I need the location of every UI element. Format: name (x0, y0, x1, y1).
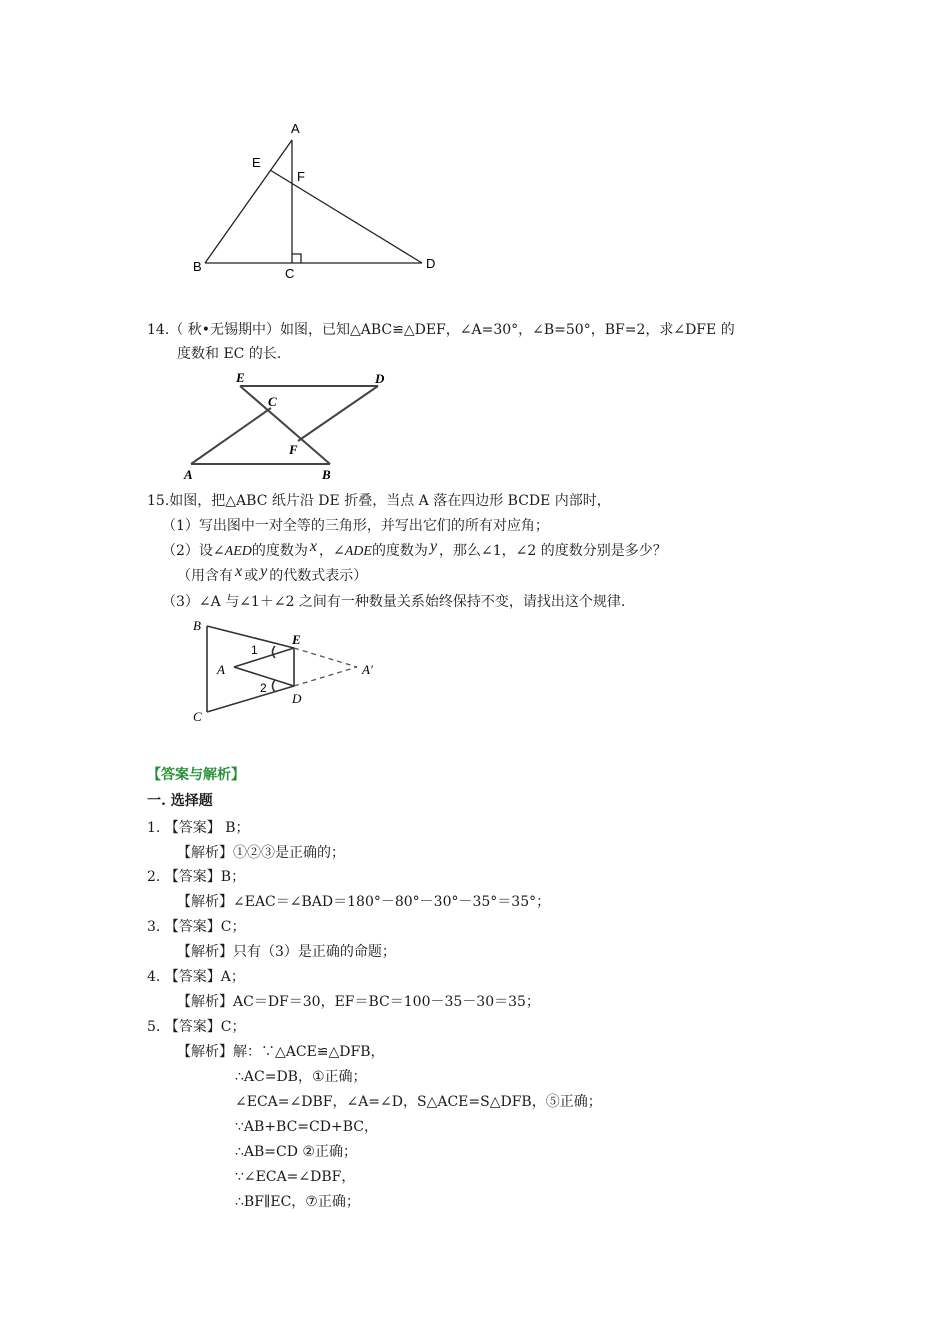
label-C: C (285, 266, 295, 281)
q15-part2-c: 的度数为 (251, 543, 308, 559)
label-D: D (292, 691, 302, 706)
label-A-prime: A′ (362, 662, 373, 677)
q15-part2-i: ，那么∠1，∠2 的度数分别是多少？ (439, 543, 667, 559)
answers-section-title: 一. 选择题 (147, 793, 213, 809)
figure-q15 (185, 615, 385, 725)
q15-part2-b: ∠AED (212, 544, 252, 559)
q15-part2-f: ADE (344, 544, 372, 559)
q15-part2-y: y (429, 538, 438, 555)
q14-line2: 度数和 EC 的长. (177, 346, 282, 362)
answer-line: 【解析】∠EAC＝∠BAD＝180°－80°－30°－35°＝35°； (177, 894, 551, 910)
label-D: D (426, 256, 436, 271)
label-A: A (217, 662, 225, 677)
answer-line: 【解析】①②③是正确的； (177, 845, 345, 861)
label-angle-2: 2 (260, 681, 267, 695)
q15-line1: 15.如图，把△ABC 纸片沿 DE 折叠，当点 A 落在四边形 BCDE 内部时， (147, 493, 611, 509)
answer-line: 3. 【答案】C； (147, 919, 246, 935)
q15-part2-g: 的度数为 (371, 543, 428, 559)
label-F: F (289, 442, 298, 457)
q14-line1: 14.（ 秋•无锡期中）如图，已知△ABC≌△DEF，∠A=30°，∠B=50°，BF=2，求∠DFE 的 (147, 322, 735, 338)
q15-note-a: （用含有 (177, 568, 233, 584)
answer-line: ∵AB+BC=CD+BC， (235, 1119, 378, 1135)
q15-part2-note (177, 563, 368, 586)
answer-line: ∴AB=CD ②正确； (235, 1144, 357, 1160)
q15-part1: （1）写出图中一对全等的三角形，并写出它们的所有对应角； (162, 518, 549, 534)
figure-q14 (180, 368, 400, 483)
figure-q13 (185, 115, 455, 285)
answer-line: 【解析】解：∵△ACE≌△DFB， (177, 1044, 385, 1060)
answers-heading: 【答案与解析】 (147, 767, 245, 783)
answer-line: 5. 【答案】C； (147, 1019, 246, 1035)
label-angle-1: 1 (251, 643, 258, 657)
answer-line: 4. 【答案】A； (147, 969, 245, 985)
q15-note-y: y (260, 563, 268, 580)
answer-line: ∵∠ECA=∠DBF， (235, 1169, 356, 1185)
answer-line: ∴BF∥EC，⑦正确； (235, 1194, 360, 1210)
label-E: E (252, 155, 261, 170)
answer-line: ∴AC=DB，①正确； (235, 1069, 367, 1085)
label-C: C (193, 709, 202, 724)
answer-line: 【解析】只有（3）是正确的命题； (177, 944, 396, 960)
label-B: B (322, 467, 331, 482)
label-B: B (193, 259, 202, 274)
q15-note-c: 或 (244, 568, 259, 584)
answer-line: 【解析】AC＝DF＝30，EF＝BC＝100－35－30＝35； (177, 994, 540, 1010)
label-A: A (184, 467, 193, 482)
label-A: A (291, 121, 300, 136)
q15-part2-a: （2）设 (162, 543, 213, 559)
q15-part2-e: ，∠ (318, 543, 345, 559)
q15-part2 (162, 538, 667, 562)
label-C: C (268, 394, 277, 409)
label-E: E (236, 370, 245, 385)
label-E: E (292, 632, 301, 647)
q15-note-e: 的代数式表示） (269, 568, 368, 584)
label-B: B (193, 618, 201, 633)
answer-line: ∠ECA=∠DBF，∠A=∠D，S△ACE=S△DFB，⑤正确； (235, 1094, 602, 1110)
answer-line: 2. 【答案】B； (147, 869, 246, 885)
label-D: D (375, 371, 385, 386)
q15-note-x: x (235, 563, 243, 580)
label-F: F (297, 169, 305, 184)
answer-line: 1. 【答案】 B； (147, 820, 250, 836)
q15-part3: （3）∠A 与∠1＋∠2 之间有一种数量关系始终保持不变，请找出这个规律. (162, 594, 626, 610)
q15-part2-x: x (309, 538, 317, 555)
